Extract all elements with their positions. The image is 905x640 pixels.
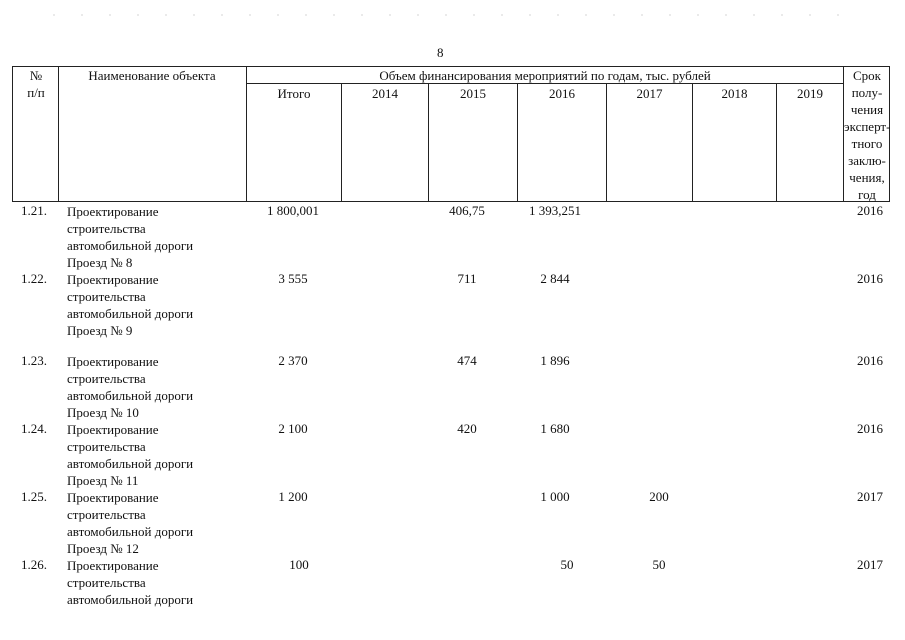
row-name-line: автомобильной дороги [67,388,194,403]
header-col-term [844,67,890,203]
row-name-line: строительства [67,221,146,236]
cell-2016: 1 393,251 [529,203,581,218]
row-name-line: Проезд № 10 [67,405,139,420]
row-name-line: автомобильной дороги [67,592,194,607]
header-term-line: чения [850,102,884,117]
cell-2017: 50 [652,557,666,572]
row-name-line: Проектирование [67,354,159,369]
header-term-line: полу- [851,85,883,100]
cell-2016: 50 [560,557,574,572]
row-name-line: строительства [67,439,146,454]
row-name-line: Проезд № 12 [67,541,139,556]
header-col-no [14,67,58,101]
row-number: 1.24. [21,421,47,436]
cell-term: 2017 [857,557,883,572]
row-name [67,421,242,489]
row-number: 1.25. [21,489,47,504]
header-year-2018: 2018 [721,86,748,101]
header-year-2015: 2015 [460,86,486,101]
cell-2016: 1 680 [540,421,570,436]
cell-term: 2017 [857,489,883,504]
row-name-line: строительства [67,507,146,522]
header-term-line: год [858,187,876,202]
row-name [67,489,242,557]
header-term-line: заклю- [848,153,886,168]
header-financing-title: Объем финансирования мероприятий по годам, тыс. рублей [379,68,711,83]
header-col-name: Наименование объекта [88,68,216,83]
row-name-line: строительства [67,371,146,386]
row-name-line: Проектирование [67,422,159,437]
header-col-no-line1: № [29,68,43,83]
row-name-line: автомобильной дороги [67,456,194,471]
row-name-line: автомобильной дороги [67,238,194,253]
header-term-line: тного [851,136,883,151]
cell-term: 2016 [857,421,883,436]
row-number: 1.21. [21,203,47,218]
row-name-line: Проектирование [67,490,159,505]
cell-2015: 420 [457,421,477,436]
header-year-2016: 2016 [549,86,575,101]
row-name-line: Проектирование [67,204,159,219]
scan-artifact [40,14,860,16]
row-name-line: автомобильной дороги [67,306,194,321]
row-name [67,557,242,608]
header-col-no-line2: п/п [27,85,45,100]
row-name [67,203,242,271]
row-name-line: строительства [67,289,146,304]
cell-2016: 2 844 [540,271,570,286]
cell-2015: 474 [457,353,477,368]
row-name-line: Проезд № 8 [67,255,133,270]
cell-total: 3 555 [278,271,308,286]
cell-2015: 711 [457,271,477,286]
row-name-line: Проезд № 9 [67,323,133,338]
row-name-line: автомобильной дороги [67,524,194,539]
row-name-line: Проектирование [67,272,159,287]
header-year-2017: 2017 [636,86,663,101]
cell-total: 2 100 [278,421,308,436]
page-number: 8 [437,45,444,60]
cell-2016: 1 896 [540,353,570,368]
row-name [67,353,242,421]
cell-total: 100 [289,557,309,572]
header-term-line: чения, [849,170,885,185]
header-year-2019: 2019 [797,86,823,101]
cell-total: 2 370 [278,353,308,368]
cell-term: 2016 [857,203,883,218]
row-name-line: Проезд № 11 [67,473,139,488]
header-col-total: Итого [277,86,311,101]
row-number: 1.23. [21,353,47,368]
cell-2016: 1 000 [540,489,570,504]
header-year-2014: 2014 [372,86,398,101]
row-number: 1.22. [21,271,47,286]
header-term-line: эксперт- [844,119,891,134]
row-name-line: строительства [67,575,146,590]
row-name [67,271,242,339]
cell-term: 2016 [857,271,883,286]
cell-2015: 406,75 [449,203,485,218]
cell-total: 1 200 [278,489,308,504]
cell-2017: 200 [649,489,669,504]
cell-total: 1 800,001 [267,203,319,218]
row-name-line: Проектирование [67,558,159,573]
header-term-line: Срок [853,68,881,83]
cell-term: 2016 [857,353,883,368]
row-number: 1.26. [21,557,47,572]
